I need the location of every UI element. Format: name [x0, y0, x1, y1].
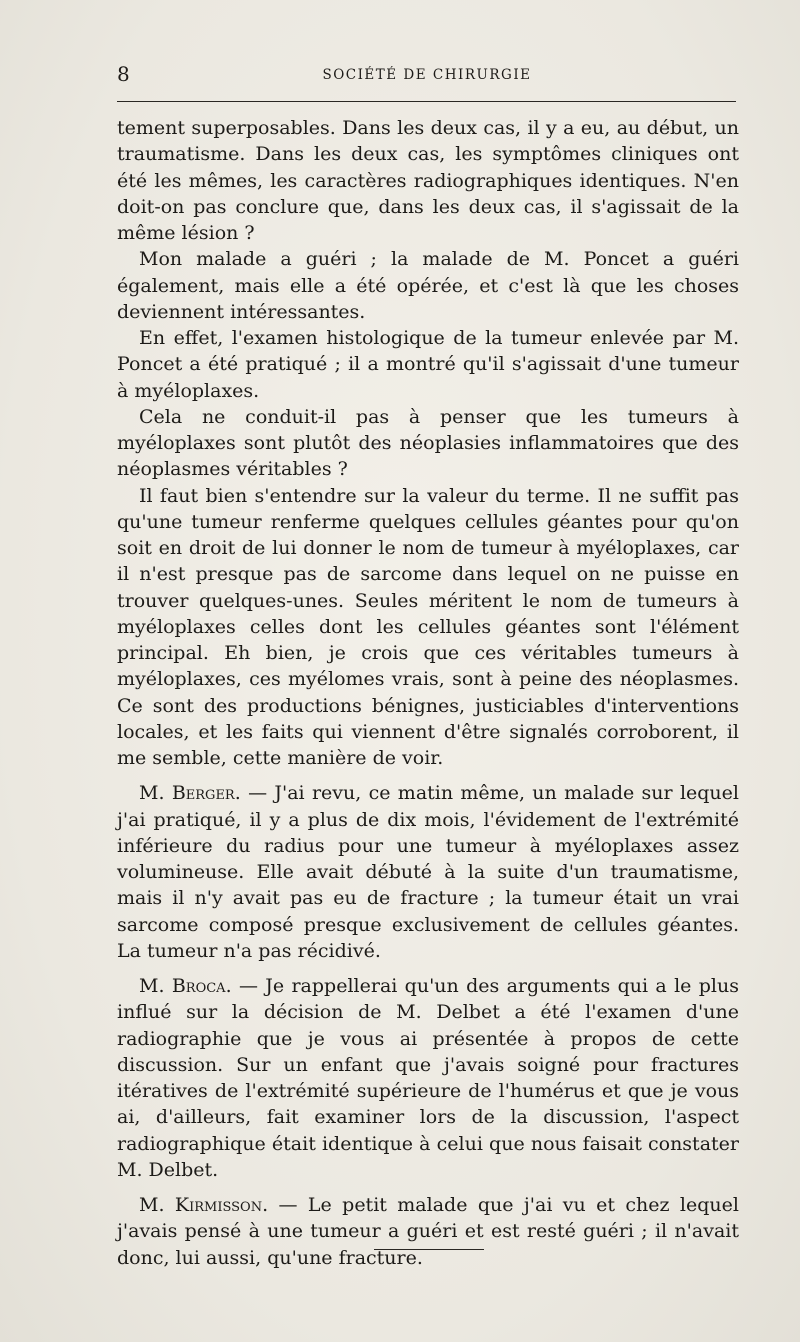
speech-text: . — Le petit malade que j'ai vu et chez lequel j'avais pensé à une tumeur a guéri et est resté guéri ; il n'avait donc, lui aussi, qu'une fracture. — [117, 1194, 739, 1269]
speech-text: . — Je rappellerai qu'un des arguments qui a le plus influé sur la décision de M. Delbet a été l'examen d'une radiographie que je vous ai présentée à propos de cette discussion. Sur un enfant que j'avais soigné pour fractures itératives de l'extrémité supérieure de l'humérus et que je vous ai, d'ailleurs, fait examiner lors de la discussion, l'aspect radiographique était identique à celui que nous faisait constater M. Delbet. — [117, 975, 739, 1181]
paragraph-continuation: tement superposables. Dans les deux cas, il y a eu, au début, un traumatisme. Dans les deux cas, les symptômes cliniques ont été les mêmes, les caractères radiographiques identiques. N'en doit-on pas conclure que, dans les deux cas, il s'agissait de la même lésion ? — [117, 117, 739, 244]
speaker-prefix: M. — [139, 782, 172, 805]
speaker-name: Kirmisson — [174, 1194, 263, 1216]
speaker-name: Broca — [171, 975, 226, 997]
paragraph: En effet, l'examen histologique de la tumeur enlevée par M. Poncet a été pratiqué ; il a montré qu'il s'agissait d'une tumeur à myéloplaxes. — [117, 327, 739, 402]
speech-text: . — J'ai revu, ce matin même, un malade sur lequel j'ai pratiqué, il y a plus de dix mois, l'évidement de l'extrémité inférieure du radius pour une tumeur à myéloplaxes assez volumineuse. Elle avait débuté à la suite d'un traumatisme, mais il n'y avait pas eu de fracture ; la tumeur était un vrai sarcome composé presque exclusivement de cellules géantes. La tumeur n'a pas récidivé. — [117, 782, 739, 962]
page-header — [117, 62, 737, 86]
speaker-prefix: M. — [139, 1194, 175, 1216]
speaker-name: Berger — [171, 782, 235, 805]
end-rule — [374, 1249, 484, 1250]
page-number: 8 — [117, 62, 130, 86]
speech-kirmisson — [117, 1192, 739, 1271]
speech-berger — [117, 780, 739, 964]
paragraph: Cela ne conduit-il pas à penser que les tumeurs à myéloplaxes sont plutôt des néoplasies inflammatoires que des néoplasmes véritables ? — [117, 405, 739, 481]
speaker-prefix: M. — [139, 975, 172, 997]
header-rule — [117, 101, 736, 102]
paragraph: Mon malade a guéri ; la malade de M. Poncet a guéri également, mais elle a été opérée, et c'est là que les choses deviennent intéressantes. — [117, 248, 739, 323]
running-title: SOCIÉTÉ DE CHIRURGIE — [322, 67, 532, 83]
speech-broca — [117, 973, 739, 1183]
paragraph: Il faut bien s'entendre sur la valeur du terme. Il ne suffit pas qu'une tumeur renferme quelques cellules géantes pour qu'on soit en droit de lui donner le nom de tumeur à myéloplaxes, car il n'est presque pas de sarcome dans lequel on ne puisse en trouver quelques-unes. Seules méritent le nom de tumeurs à myéloplaxes celles dont les cellules géantes sont l'élément principal. Eh bien, je crois que ces véritables tumeurs à myéloplaxes, ces myélomes vrais, sont à peine des néoplasmes. Ce sont des productions bénignes, justiciables d'interventions locales, et les faits qui viennent d'être signalés corroborent, il me semble, cette manière de voir. — [117, 484, 739, 769]
body-text — [117, 115, 739, 1271]
